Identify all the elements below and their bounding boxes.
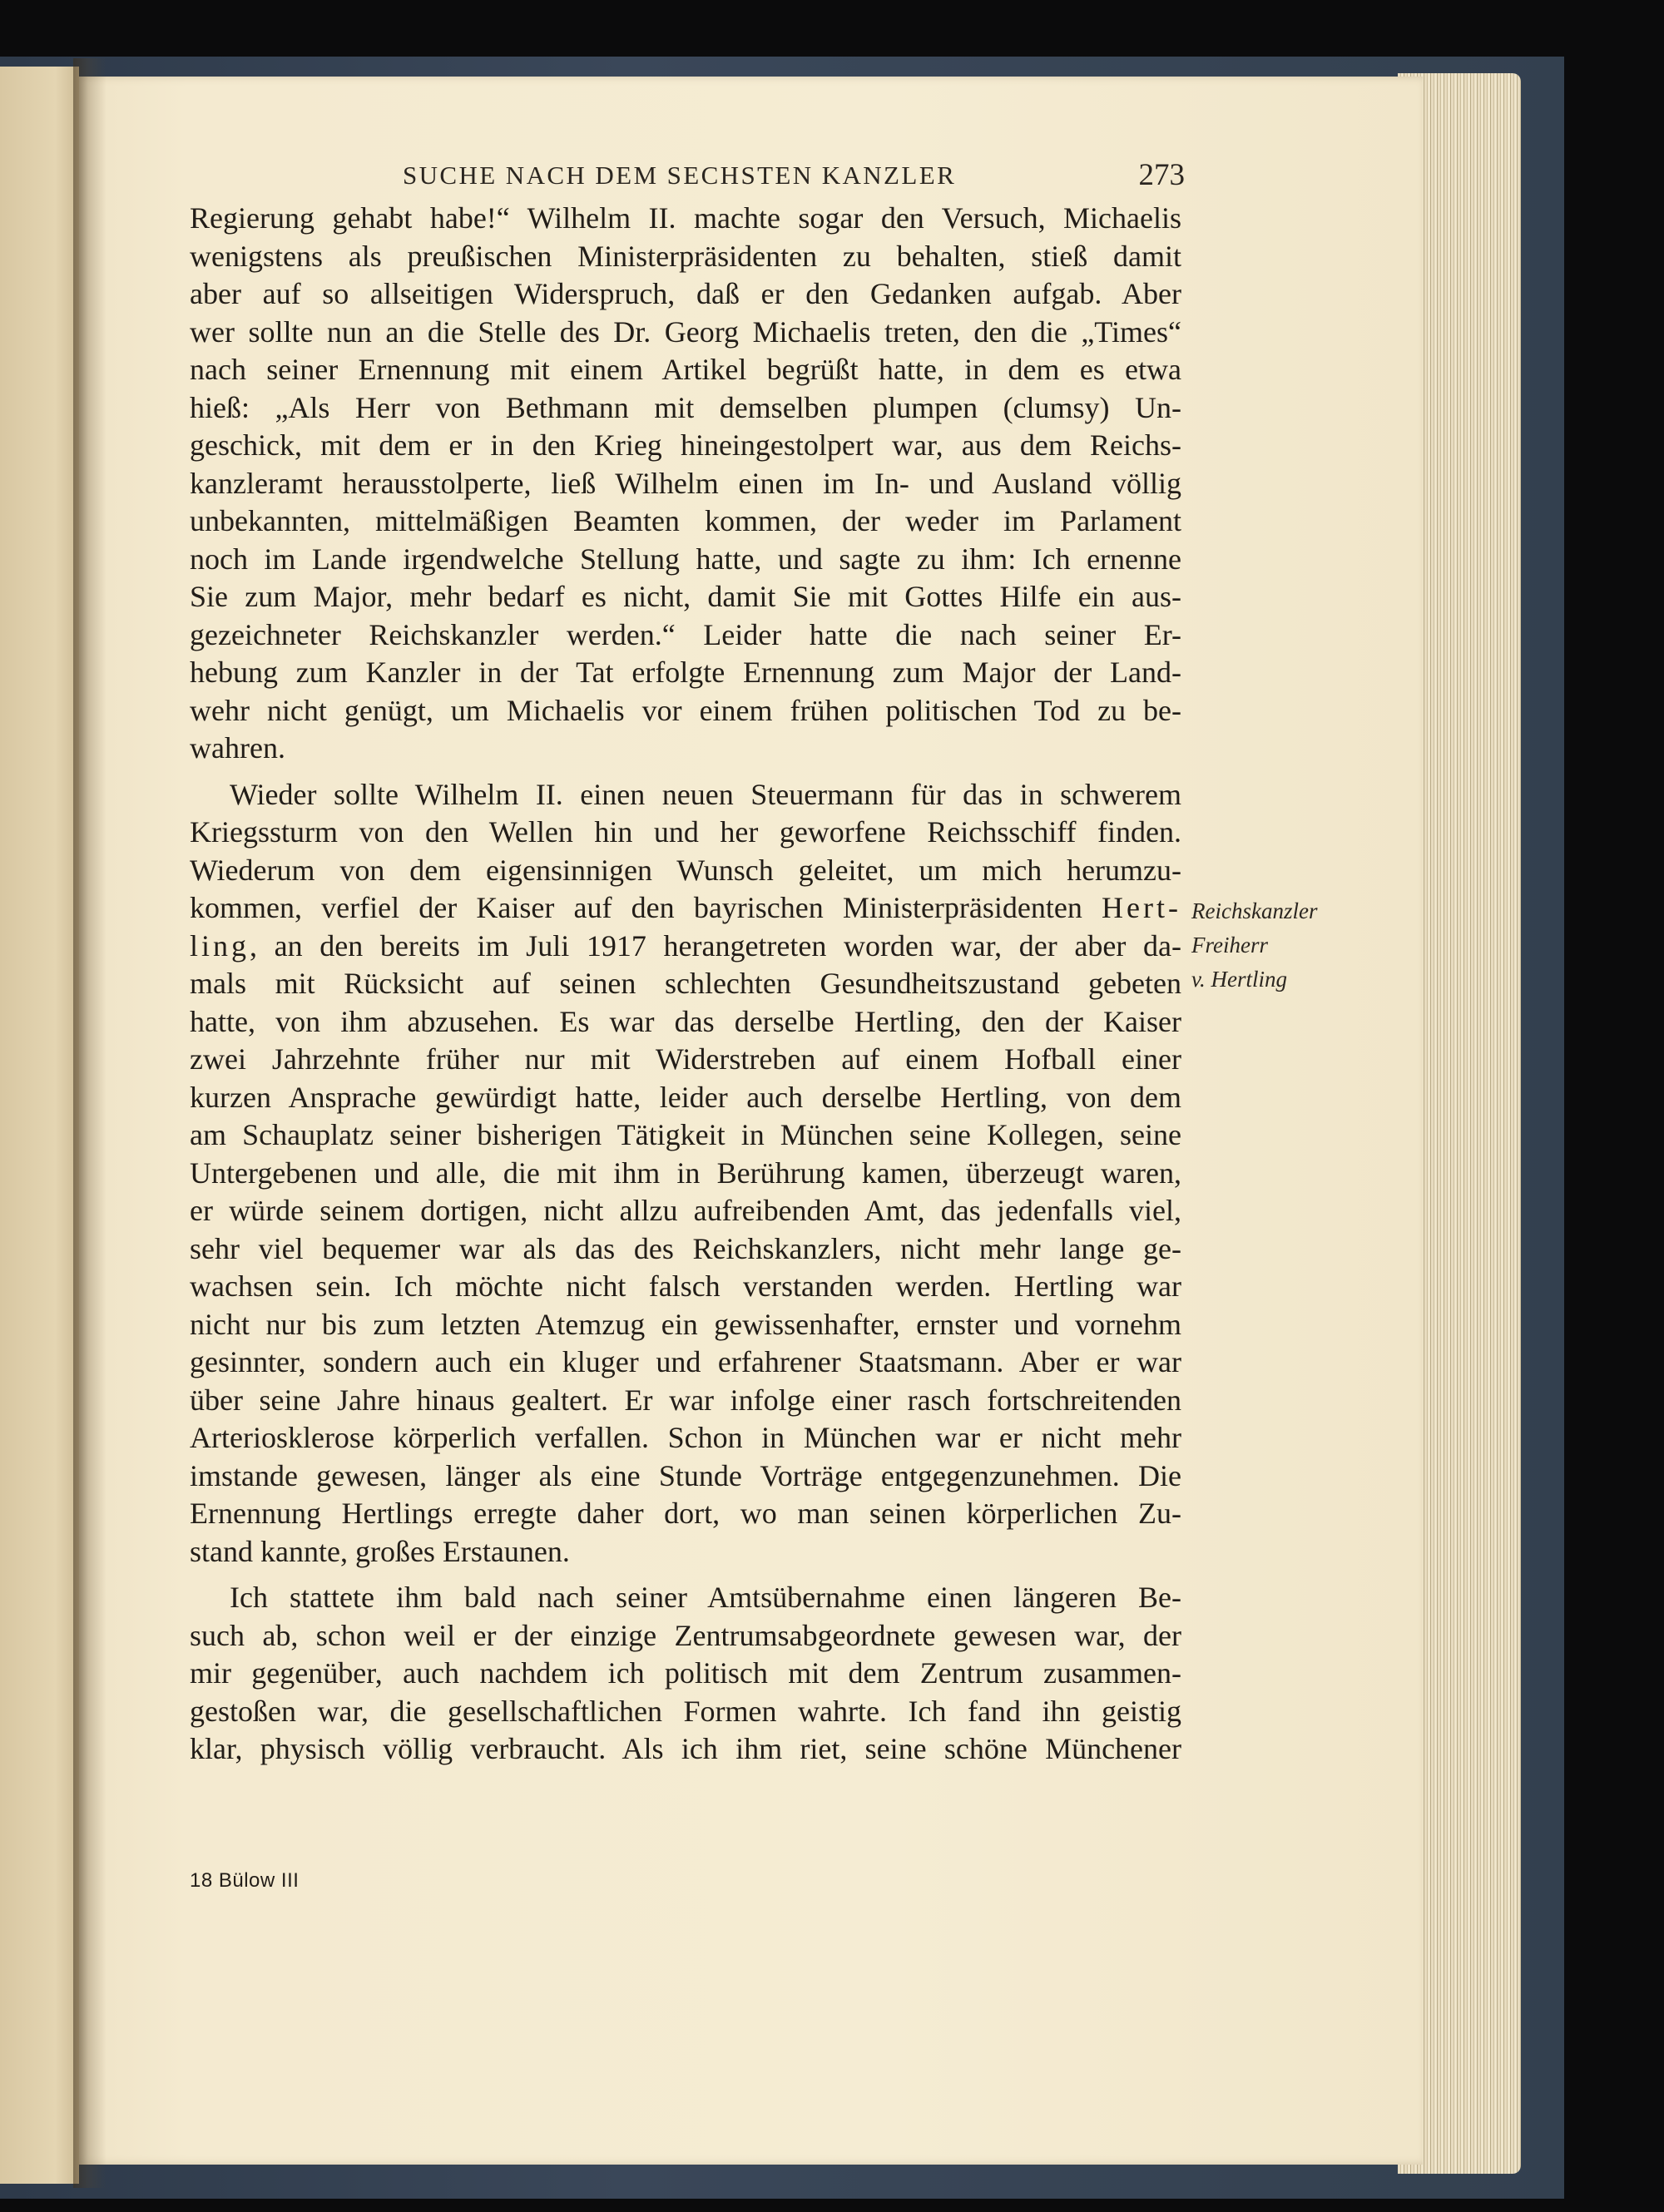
text-line: Arteriosklerose körperlich verfallen. Schon in München war er nicht mehr <box>190 1421 1181 1454</box>
spaced-name: ling <box>190 928 250 962</box>
text-line: aber auf so allseitigen Widerspruch, daß er den Gedanken aufgab. Aber <box>190 277 1181 310</box>
text-line: wenigstens als preußischen Ministerpräsidenten zu behalten, stieß damit <box>190 239 1181 273</box>
text-line: klar, physisch völlig verbraucht. Als ich ihm riet, seine schöne Münchener <box>190 1732 1181 1765</box>
text-line: gezeichneter Reichskanzler werden.“ Leider hatte die nach seiner Er- <box>190 617 1181 651</box>
text-line: hatte, von ihm abzusehen. Es war das derselbe Hertling, den der Kaiser <box>190 1004 1181 1038</box>
text-line: Wiederum von dem eigensinnigen Wunsch geleitet, um mich herumzu- <box>190 853 1181 887</box>
text-line: imstande gewesen, länger als eine Stunde Vorträge entgegenzunehmen. Die <box>190 1458 1181 1492</box>
text-line: such ab, schon weil er der einzige Zentrumsabgeordnete gewesen war, der <box>190 1618 1181 1652</box>
left-page-edge <box>0 67 79 2184</box>
text-line: sehr viel bequemer war als das des Reichskanzlers, nicht mehr lange ge- <box>190 1231 1181 1265</box>
text-run: kommen, verfiel der Kaiser auf den bayrischen Ministerpräsidenten <box>190 891 1102 924</box>
text-run: , an den bereits im Juli 1917 herangetreten worden war, der aber da- <box>250 928 1181 962</box>
text-line: über seine Jahre hinaus gealtert. Er war infolge einer rasch fortschreitenden <box>190 1383 1181 1417</box>
text-line: hieß: „Als Herr von Bethmann mit demselben plumpen (clumsy) Un- <box>190 390 1181 424</box>
text-line: mals mit Rücksicht auf seinen schlechten Gesundheitszustand gebeten <box>190 967 1181 1000</box>
text-line: wachsen sein. Ich möchte nicht falsch verstanden werden. Hertling war <box>190 1269 1181 1303</box>
text-line: am Schauplatz seiner bisherigen Tätigkeit in München seine Kollegen, seine <box>190 1118 1181 1151</box>
text-line <box>190 928 1181 966</box>
margin-note <box>1191 894 1317 997</box>
paragraph-gap <box>190 768 1181 776</box>
text-line: nicht nur bis zum letzten Atemzug ein gewissenhafter, ernster und vornehm <box>190 1307 1181 1341</box>
text-line: wahren. <box>190 731 285 765</box>
text-line: Kriegssturm von den Wellen hin und her geworfene Reichsschiff finden. <box>190 815 1181 849</box>
text-line: kurzen Ansprache gewürdigt hatte, leider auch derselbe Hertling, von dem <box>190 1080 1181 1114</box>
margin-note-line: Reichskanzler <box>1191 898 1318 923</box>
running-title: SUCHE NACH DEM SECHSTEN KANZLER <box>403 161 957 190</box>
text-line: Regierung gehabt habe!“ Wilhelm II. machte sogar den Versuch, Michaelis <box>190 201 1181 235</box>
signature-mark: 18 Bülow III <box>190 1869 300 1892</box>
text-line: noch im Lande irgendwelche Stellung hatte, und sagte zu ihm: Ich ernenne <box>190 542 1181 576</box>
text-line: zwei Jahrzehnte früher nur mit Widerstreben auf einem Hofball einer <box>190 1042 1181 1076</box>
text-line: Ich stattete ihm bald nach seiner Amtsübernahme einen längeren Be- <box>230 1581 1181 1614</box>
text-line: geschick, mit dem er in den Krieg hineingestolpert war, aus dem Reichs- <box>190 428 1181 462</box>
text-line: wer sollte nun an die Stelle des Dr. Georg Michaelis treten, den die „Times“ <box>190 314 1181 349</box>
text-line: mir gegenüber, auch nachdem ich politisch mit dem Zentrum zusammen- <box>190 1656 1181 1690</box>
body-text <box>190 200 1181 1769</box>
text-line: Sie zum Major, mehr bedarf es nicht, damit Sie mit Gottes Hilfe ein aus- <box>190 580 1181 613</box>
margin-note-line: Freiherr <box>1191 933 1268 958</box>
text-line: Ernennung Hertlings erregte daher dort, wo man seinen körperlichen Zu- <box>190 1497 1181 1530</box>
page-header <box>293 158 1185 194</box>
paragraph-gap <box>190 1571 1181 1579</box>
text-line: wehr nicht genügt, um Michaelis vor einem frühen politischen Tod zu be- <box>190 693 1181 727</box>
text-line: kanzleramt herausstolperte, ließ Wilhelm einen im In- und Ausland völlig <box>190 466 1181 500</box>
text-line: gesinnter, sondern auch ein kluger und erfahrener Staatsmann. Aber er war <box>190 1345 1181 1378</box>
text-line: Wieder sollte Wilhelm II. einen neuen Steuermann für das in schwerem <box>230 777 1181 811</box>
text-line: er würde seinem dortigen, nicht allzu aufreibenden Amt, das jedenfalls viel, <box>190 1194 1181 1227</box>
text-line: hebung zum Kanzler in der Tat erfolgte Ernennung zum Major der Land- <box>190 656 1181 689</box>
text-line: nach seiner Ernennung mit einem Artikel begrüßt hatte, in dem es etwa <box>190 353 1181 386</box>
page-number: 273 <box>1138 158 1185 192</box>
margin-note-line: v. Hertling <box>1191 967 1287 992</box>
spaced-name: Hert- <box>1102 891 1181 924</box>
text-line: stand kannte, großes Erstaunen. <box>190 1534 570 1568</box>
book-gutter <box>73 58 106 2188</box>
text-line: unbekannten, mittelmäßigen Beamten kommen, der weder im Parlament <box>190 504 1181 537</box>
text-line: Untergebenen und alle, die mit ihm in Berührung kamen, überzeugt waren, <box>190 1155 1181 1190</box>
text-line: gestoßen war, die gesellschaftlichen Formen wahrte. Ich fand ihn geistig <box>190 1694 1181 1728</box>
text-line <box>190 889 1181 928</box>
